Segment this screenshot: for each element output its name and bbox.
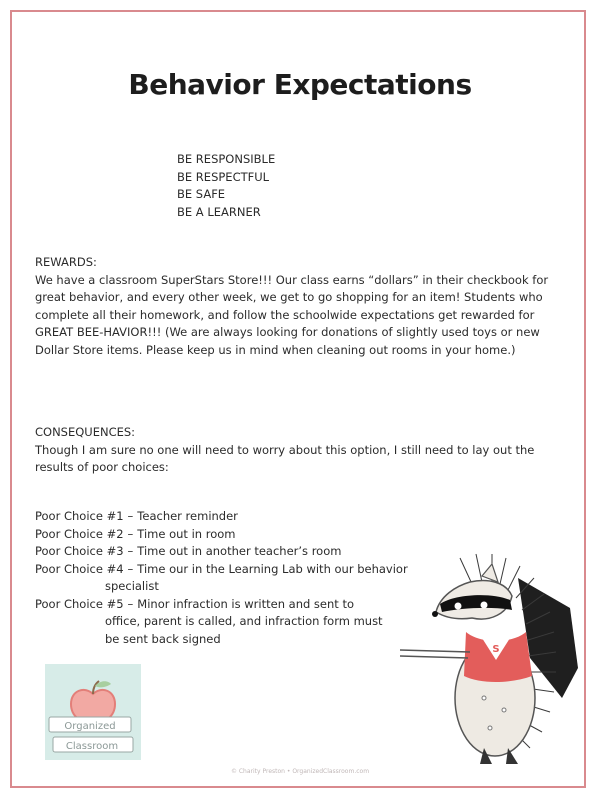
poor-choice-text: Teacher reminder <box>137 509 238 523</box>
poor-choice-dash: – <box>127 544 134 558</box>
rewards-text: We have a classroom SuperStars Store!!! Our class earns “dollars” in their checkbook for great behavior, and every other week, we get to go shopping for an item! Students who complete all their homework, and follow the schoolwide expectations get rewarded for GREAT BEE-HAVIOR!!! (We are always looking for donations of slightly used toys or new Dollar Store items. Please keep us in mind when cleaning out rooms in your home.) <box>35 272 549 357</box>
poor-choice-item <box>35 543 408 561</box>
poor-choice-item <box>35 561 408 596</box>
poor-choices-list <box>35 508 408 648</box>
poor-choice-text: Time our in the Learning Lab with our behavior <box>137 561 408 576</box>
page-title: Behavior Expectations <box>128 68 472 101</box>
expectations-list <box>177 151 275 221</box>
superhero-hedgehog-icon <box>400 548 582 768</box>
poor-choice-dash: – <box>127 509 134 523</box>
expectation-item: BE A LEARNER <box>177 204 261 219</box>
copyright-footer: © Charity Preston • OrganizedClassroom.com <box>230 768 370 775</box>
poor-choice-continuation: be sent back signed <box>105 631 221 646</box>
poor-choice-label: Poor Choice #4 <box>35 561 124 576</box>
rewards-heading: REWARDS: <box>35 255 97 269</box>
organized-classroom-logo <box>45 664 141 760</box>
mascot-emblem-letter: S <box>492 644 500 655</box>
poor-choice-text: Time out in another teacher’s room <box>137 544 342 558</box>
expectation-item: BE RESPONSIBLE <box>177 152 276 166</box>
poor-choice-text: Minor infraction is written and sent to <box>137 596 354 611</box>
poor-choice-continuation: specialist <box>105 579 159 593</box>
poor-choice-continuation: office, parent is called, and infraction form must <box>105 614 383 628</box>
poor-choice-dash: – <box>127 596 134 611</box>
consequences-heading: CONSEQUENCES: <box>35 425 136 439</box>
poor-choice-label: Poor Choice #1 <box>35 509 124 523</box>
poor-choice-label: Poor Choice #5 <box>35 596 124 611</box>
poor-choice-dash: – <box>127 526 134 541</box>
consequences-section <box>35 424 560 477</box>
expectation-item: BE SAFE <box>177 187 226 201</box>
logo-text-line1: Organized <box>64 721 116 732</box>
expectation-item: BE RESPECTFUL <box>177 169 270 184</box>
consequences-text: Though I am sure no one will need to worry about this option, I still need to lay out the results of poor choices: <box>35 442 535 474</box>
poor-choice-item <box>35 526 408 544</box>
poor-choice-text: Time out in room <box>137 526 236 541</box>
poor-choice-item <box>35 508 408 526</box>
poor-choice-label: Poor Choice #3 <box>35 544 124 558</box>
poor-choice-label: Poor Choice #2 <box>35 526 124 541</box>
logo-text-line2: Classroom <box>65 741 119 752</box>
poor-choice-item <box>35 596 408 649</box>
poor-choice-dash: – <box>127 561 134 576</box>
rewards-section <box>35 254 560 359</box>
